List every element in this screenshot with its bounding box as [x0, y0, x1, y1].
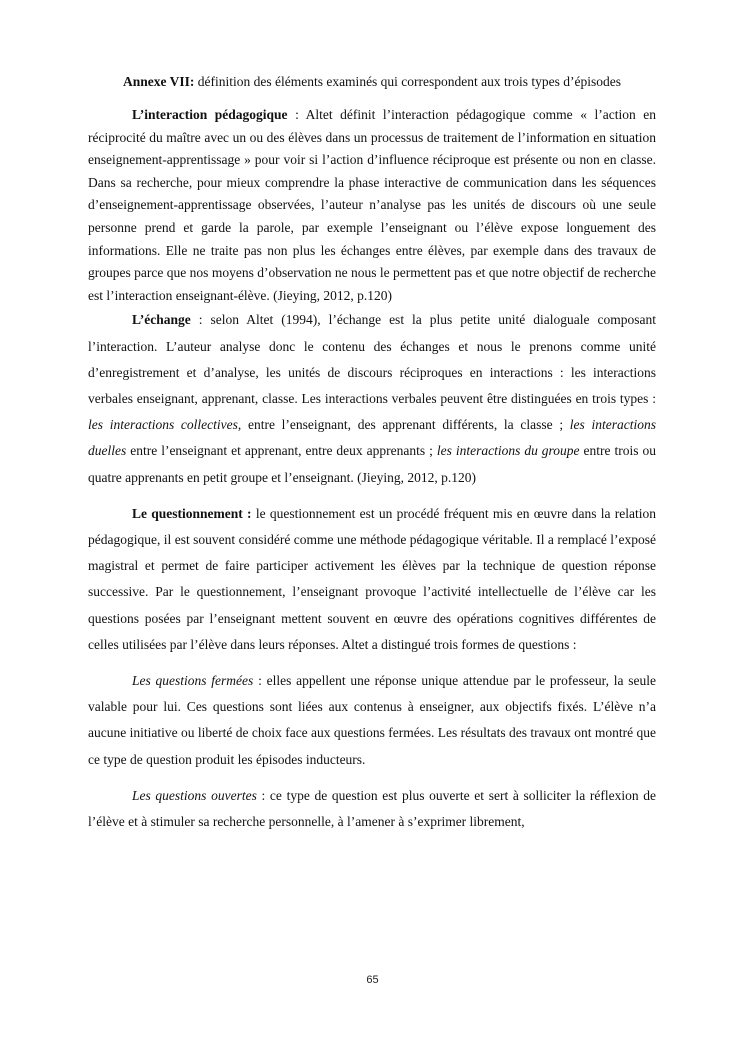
- term-questions-fermees: Les questions fermées: [132, 672, 254, 688]
- term-interaction: L’interaction pédagogique: [132, 107, 288, 122]
- term-questionnement: Le questionnement :: [132, 505, 252, 521]
- italic-interactions-collectives: les interactions collectives: [88, 417, 238, 433]
- paragraph-echange-text-3: entre l’enseignant et apprenant, entre deux apprenants ;: [126, 443, 437, 459]
- paragraph-echange: [88, 307, 656, 490]
- term-questions-ouvertes: Les questions ouvertes: [132, 787, 257, 803]
- paragraph-interaction-text: : Altet définit l’interaction pédagogique comme « l’action en réciprocité du maître avec un ou des élèves dans un processus de traitement de l’information en situation enseignement-apprentissage » pour voir si l’action d’influence réciproque est présente ou non en classe. Dans sa recherche, pour mieux comprendre la phase interactive de communication dans les séquences d’enseignement-apprentissage observées, l’auteur n’analyse pas les unités de discours où une seule personne prend et garde la parole, par exemple l’enseignant ou l’élève expose longuement des informations. Elle ne traite pas non plus les échanges entre élèves, par exemple dans des travaux de groupes parce que nos moyens d’observation ne nous le permettent pas et que notre objectif de recherche est l’interaction enseignant-élève. (Jieying, 2012, p.120): [88, 107, 656, 303]
- paragraph-questionnement: [88, 501, 656, 658]
- paragraph-interaction: [88, 104, 656, 307]
- paragraph-questions-ouvertes: [88, 783, 656, 835]
- paragraph-questions-fermees-text: : elles appellent une réponse unique attendue par le professeur, la seule valable pour lui. Ces questions sont liées aux contenus à enseigner, aux objectifs fixés. L’élève n’a aucune initiative ou liberté de choix face aux questions fermées. Les résultats des travaux ont montré que ce type de question produit les épisodes inducteurs.: [88, 672, 657, 767]
- italic-interactions-groupe: les interactions du groupe: [436, 443, 580, 459]
- annex-heading: [88, 70, 656, 94]
- paragraph-echange-text-4: entre trois ou quatre apprenants en petit groupe et l’enseignant. (Jieying, 2012, p.120): [88, 443, 656, 485]
- paragraph-echange-text-2: , entre l’enseignant, des apprenant différents, la classe ;: [237, 417, 570, 433]
- annex-heading-label: Annexe VII:: [122, 74, 195, 89]
- term-echange: L’échange: [132, 312, 191, 328]
- document-page: [88, 70, 656, 835]
- paragraph-questionnement-text: le questionnement est un procédé fréquent mis en œuvre dans la relation pédagogique, il est souvent considéré comme une méthode pédagogique véritable. Il a remplacé l’exposé magistral et permet de faire participer activement les élèves par la technique de question réponse successive. Par le questionnement, l’enseignant provoque l’activité intellectuelle de l’élève car les questions posées par l’enseignant mettent souvent en œuvre des opérations cognitives différentes de celles utilisées par l’élève dans leurs réponses. Altet a distingué trois formes de questions :: [88, 505, 657, 652]
- annex-heading-text: définition des éléments examinés qui correspondent aux trois types d’épisodes: [197, 74, 622, 89]
- italic-interactions-duelles: les interactions duelles: [88, 417, 656, 459]
- page-number: 65: [366, 974, 379, 986]
- paragraph-questions-ouvertes-text: : ce type de question est plus ouverte et sert à solliciter la réflexion de l’élève et à stimuler sa recherche personnelle, à l’amener à s’exprimer librement,: [88, 787, 656, 829]
- paragraph-echange-text-1: : selon Altet (1994), l’échange est la plus petite unité dialoguale composant l’interaction. L’auteur analyse donc le contenu des échanges et nous le prenons comme unité d’enregistrement et d’analyse, les unités de discours réciproques en interactions : les interactions verbales enseignant, apprenant, classe. Les interactions verbales peuvent être distinguées en trois types :: [88, 312, 656, 406]
- paragraph-questions-fermees: [88, 668, 656, 773]
